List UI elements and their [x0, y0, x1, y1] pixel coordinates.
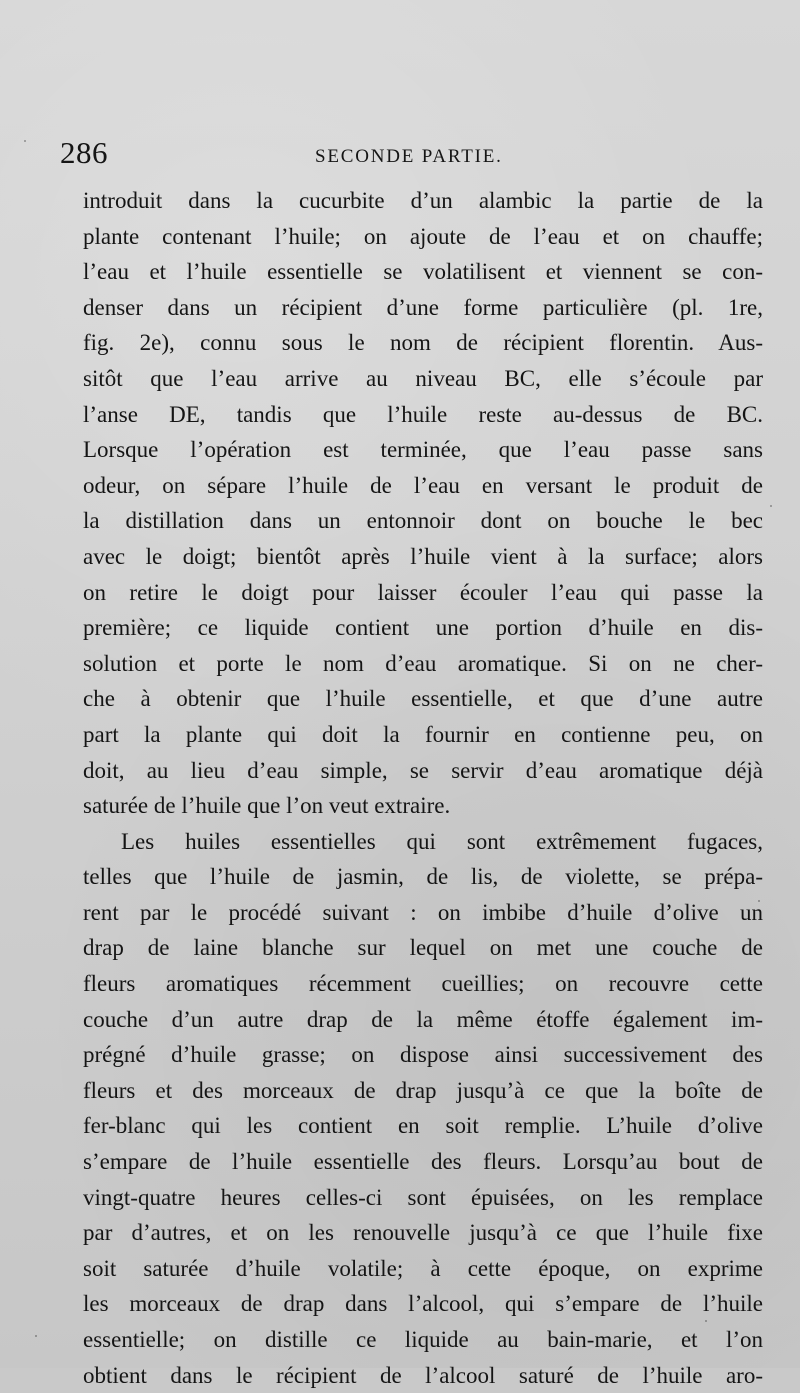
text-line: soit saturée d’huile volatile; à cette époque, on exprime [83, 1255, 763, 1281]
text-line: part la plante qui doit la fournir en contienne peu, on [83, 721, 763, 747]
text-line: prégné d’huile grasse; on dispose ainsi successivement des [83, 1042, 763, 1068]
text-line: par d’autres, et on les renouvelle jusqu’à ce que l’huile fixe [83, 1220, 763, 1246]
text-line: fer-blanc qui les contient en soit remplie. L’huile d’olive [83, 1113, 763, 1139]
text-line: Lorsque l’opération est terminée, que l’eau passe sans [83, 437, 763, 463]
text-line: introduit dans la cucurbite d’un alambic la partie de la [83, 188, 763, 213]
text-line: vingt-quatre heures celles-ci sont épuisées, on les remplace [83, 1184, 763, 1210]
text-line: obtient dans le récipient de l’alcool saturé de l’huile aro- [83, 1362, 763, 1388]
text-line: l’eau et l’huile essentielle se volatilisent et viennent se con- [83, 259, 763, 285]
text-line: denser dans un récipient d’une forme particulière (pl. 1re, [83, 294, 763, 320]
text-line: fig. 2e), connu sous le nom de récipient florentin. Aus- [83, 330, 763, 356]
text-line: s’empare de l’huile essentielle des fleurs. Lorsqu’au bout de [83, 1149, 763, 1175]
text-line: on retire le doigt pour laisser écouler l’eau qui passe la [83, 579, 763, 605]
text-line: couche d’un autre drap de la même étoffe également im- [83, 1006, 763, 1032]
text-line: odeur, on sépare l’huile de l’eau en versant le produit de [83, 472, 763, 498]
text-line: che à obtenir que l’huile essentielle, et que d’une autre [83, 686, 763, 712]
text-line: telles que l’huile de jasmin, de lis, de violette, se prépa- [83, 864, 763, 890]
text-line: essentielle; on distille ce liquide au bain-marie, et l’on [83, 1327, 763, 1352]
page-number: 286 [60, 135, 108, 170]
text-line: la distillation dans un entonnoir dont on bouche le bec [83, 508, 763, 534]
paper-speck [24, 140, 26, 142]
text-line: rent par le procédé suivant : on imbibe d’huile d’olive un [83, 899, 763, 925]
paper-speck [35, 1335, 37, 1337]
running-head: SECONDE PARTIE. [315, 146, 503, 167]
text-line: Les huiles essentielles qui sont extrêmement fugaces, [121, 828, 763, 854]
text-line: l’anse DE, tandis que l’huile reste au-dessus de BC. [83, 401, 763, 427]
text-line: doit, au lieu d’eau simple, se servir d’eau aromatique déjà [83, 757, 763, 783]
text-line: avec le doigt; bientôt après l’huile vient à la surface; alors [83, 543, 763, 569]
text-line: saturée de l’huile que l’on veut extraire. [83, 793, 451, 819]
page-header [60, 135, 740, 175]
text-line: fleurs aromatiques récemment cueillies; on recouvre cette [83, 971, 763, 997]
text-line: les morceaux de drap dans l’alcool, qui s’empare de l’huile [83, 1291, 763, 1317]
text-line: drap de laine blanche sur lequel on met une couche de [83, 935, 763, 961]
text-line: plante contenant l’huile; on ajoute de l’eau et on chauffe; [83, 223, 763, 249]
text-line: sitôt que l’eau arrive au niveau BC, elle s’écoule par [83, 365, 763, 391]
text-line: première; ce liquide contient une portion d’huile en dis- [83, 615, 763, 641]
text-line: solution et porte le nom d’eau aromatique. Si on ne cher- [83, 650, 763, 676]
paper-speck [770, 505, 772, 507]
body-text [83, 183, 763, 1393]
text-line: fleurs et des morceaux de drap jusqu’à ce que la boîte de [83, 1077, 763, 1103]
